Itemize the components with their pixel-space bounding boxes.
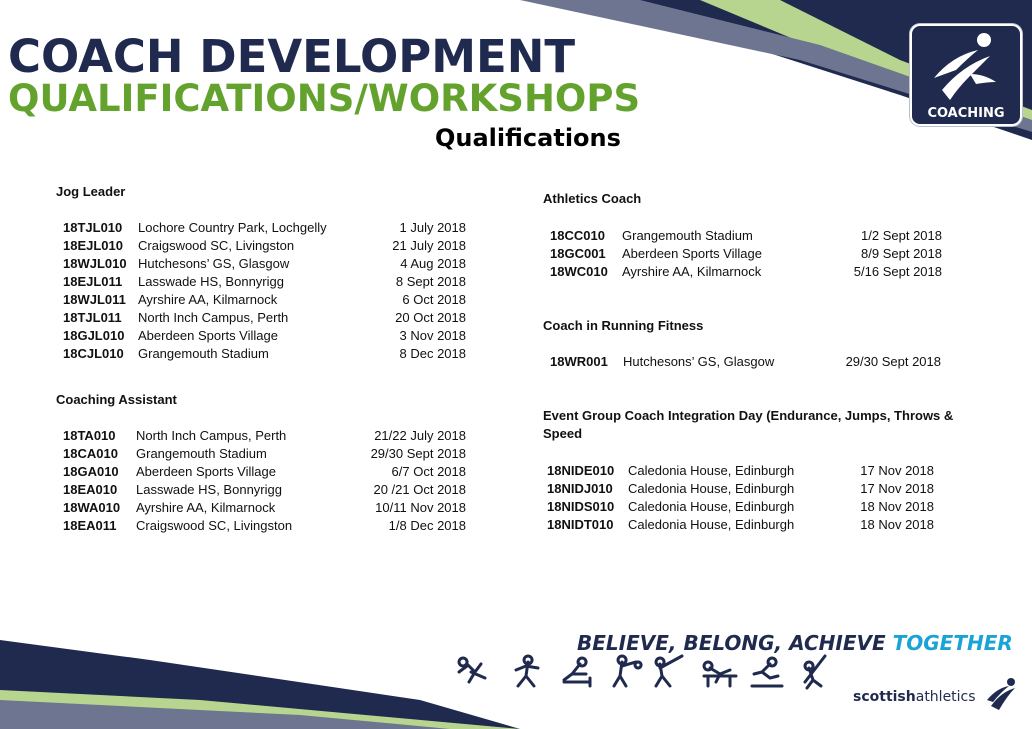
- table-row: [63, 427, 466, 445]
- table-row: [63, 291, 466, 309]
- javelin-icon: [648, 652, 688, 692]
- runner-icon: [510, 652, 550, 692]
- course-code: 18EJL010: [63, 238, 123, 253]
- venue: Caledonia House, Edinburgh: [628, 463, 795, 478]
- venue: Lochore Country Park, Lochgelly: [138, 220, 327, 235]
- course-code: 18WC010: [550, 264, 608, 279]
- logo-label: COACHING: [927, 106, 1005, 121]
- course-code: 18NIDT010: [547, 517, 614, 532]
- course-code: 18NIDE010: [547, 463, 615, 478]
- venue: North Inch Campus, Perth: [138, 310, 289, 325]
- sprinter-icon: [455, 652, 495, 692]
- event-group-title-line1: Event Group Coach Integration Day (Endurance, Jumps, Throws &: [543, 408, 954, 423]
- course-date: 20 Oct 2018: [395, 310, 466, 325]
- coaching-assistant-title: Coaching Assistant: [56, 392, 177, 407]
- table-row: [63, 309, 466, 327]
- course-date: 6 Oct 2018: [402, 292, 466, 307]
- course-date: 3 Nov 2018: [399, 328, 466, 343]
- hurdler-icon: [560, 652, 600, 692]
- page-subtitle: QUALIFICATIONS/WORKSHOPS: [8, 77, 641, 120]
- course-code: 18TJL011: [63, 310, 122, 325]
- athletics-coach-title: Athletics Coach: [543, 191, 642, 206]
- venue: Craigswood SC, Livingston: [138, 238, 295, 253]
- course-date: 20 /21 Oct 2018: [373, 482, 466, 497]
- table-row: [547, 516, 934, 534]
- venue: Ayrshire AA, Kilmarnock: [136, 500, 276, 515]
- course-date: 18 Nov 2018: [860, 499, 934, 514]
- brand-wordmark: [853, 689, 976, 705]
- course-code: 18CC010: [550, 228, 605, 243]
- course-date: 29/30 Sept 2018: [370, 446, 466, 461]
- table-row: [63, 463, 466, 481]
- section-heading: Qualifications: [435, 124, 621, 152]
- course-code: 18EJL011: [63, 274, 123, 289]
- brand-bold: scottish: [853, 689, 916, 705]
- table-row: [63, 255, 466, 273]
- course-date: 18 Nov 2018: [860, 517, 934, 532]
- course-date: 17 Nov 2018: [860, 481, 934, 496]
- venue: Lasswade HS, Bonnyrigg: [138, 274, 284, 289]
- table-row: [550, 245, 942, 263]
- venue: Ayrshire AA, Kilmarnock: [138, 292, 278, 307]
- venue: Caledonia House, Edinburgh: [628, 517, 795, 532]
- venue: Lasswade HS, Bonnyrigg: [136, 482, 282, 497]
- course-code: 18WA010: [63, 500, 121, 515]
- course-date: 8 Sept 2018: [395, 274, 466, 289]
- venue: Ayrshire AA, Kilmarnock: [622, 264, 762, 279]
- pole-vault-icon: [795, 652, 835, 692]
- table-row: [547, 480, 934, 498]
- course-date: 1/2 Sept 2018: [861, 228, 942, 243]
- jog-leader-title: Jog Leader: [56, 184, 126, 199]
- brand-runner-icon: [985, 676, 1021, 712]
- course-date: 5/16 Sept 2018: [853, 264, 942, 279]
- table-row: [63, 481, 466, 499]
- course-code: 18CA010: [63, 446, 118, 461]
- page-title: COACH DEVELOPMENT: [8, 30, 576, 83]
- course-code: 18NIDS010: [547, 499, 615, 514]
- course-code: 18GC001: [550, 246, 606, 261]
- coaching-logo: [910, 24, 1022, 126]
- course-date: 21 July 2018: [392, 238, 466, 253]
- runner-icon: [912, 26, 1020, 106]
- slogan-main: BELIEVE, BELONG, ACHIEVE: [577, 631, 893, 655]
- course-date: 10/11 Nov 2018: [375, 500, 466, 515]
- venue: Craigswood SC, Livingston: [136, 518, 293, 533]
- course-code: 18EA011: [63, 518, 117, 533]
- venue: Aberdeen Sports Village: [138, 328, 278, 343]
- course-date: 29/30 Sept 2018: [845, 354, 941, 369]
- venue: Caledonia House, Edinburgh: [628, 481, 795, 496]
- course-date: 4 Aug 2018: [400, 256, 466, 271]
- course-date: 17 Nov 2018: [860, 463, 934, 478]
- course-code: 18GJL010: [63, 328, 125, 343]
- course-date: 8/9 Sept 2018: [861, 246, 942, 261]
- course-date: 6/7 Oct 2018: [391, 464, 466, 479]
- table-row: [63, 445, 466, 463]
- table-row: [63, 219, 466, 237]
- table-row: [547, 462, 934, 480]
- table-row: [550, 227, 942, 245]
- venue: North Inch Campus, Perth: [136, 428, 287, 443]
- venue: Caledonia House, Edinburgh: [628, 499, 795, 514]
- table-row: [63, 499, 466, 517]
- course-date: 1/8 Dec 2018: [388, 518, 466, 533]
- course-code: 18WJL010: [63, 256, 127, 271]
- course-date: 8 Dec 2018: [399, 346, 466, 361]
- running-fitness-title: Coach in Running Fitness: [543, 318, 704, 333]
- course-code: 18TA010: [63, 428, 116, 443]
- venue: Hutchesons’ GS, Glasgow: [138, 256, 290, 271]
- venue: Grangemouth Stadium: [622, 228, 753, 243]
- venue: Aberdeen Sports Village: [622, 246, 762, 261]
- course-code: 18WJL011: [63, 292, 126, 307]
- course-code: 18GA010: [63, 464, 119, 479]
- brand-rest: athletics: [915, 689, 976, 705]
- slogan-accent: TOGETHER: [892, 631, 1013, 655]
- table-row: [63, 345, 466, 363]
- steeplechase-icon: [700, 652, 740, 692]
- course-code: 18EA010: [63, 482, 118, 497]
- venue: Grangemouth Stadium: [138, 346, 269, 361]
- course-date: 1 July 2018: [399, 220, 466, 235]
- venue: Hutchesons’ GS, Glasgow: [623, 354, 775, 369]
- long-jump-icon: [748, 652, 788, 692]
- table-row: [63, 273, 466, 291]
- table-row: [547, 498, 934, 516]
- table-row: [63, 517, 466, 535]
- table-row: [550, 353, 941, 371]
- course-date: 21/22 July 2018: [374, 428, 466, 443]
- hammer-throw-icon: [608, 652, 648, 692]
- event-group-title-line2: Speed: [543, 426, 583, 441]
- course-code: 18TJL010: [63, 220, 123, 235]
- table-row: [63, 237, 466, 255]
- course-code: 18WR001: [550, 354, 608, 369]
- table-row: [550, 263, 942, 281]
- course-code: 18NIDJ010: [547, 481, 613, 496]
- course-code: 18CJL010: [63, 346, 124, 361]
- table-row: [63, 327, 466, 345]
- venue: Aberdeen Sports Village: [136, 464, 276, 479]
- venue: Grangemouth Stadium: [136, 446, 267, 461]
